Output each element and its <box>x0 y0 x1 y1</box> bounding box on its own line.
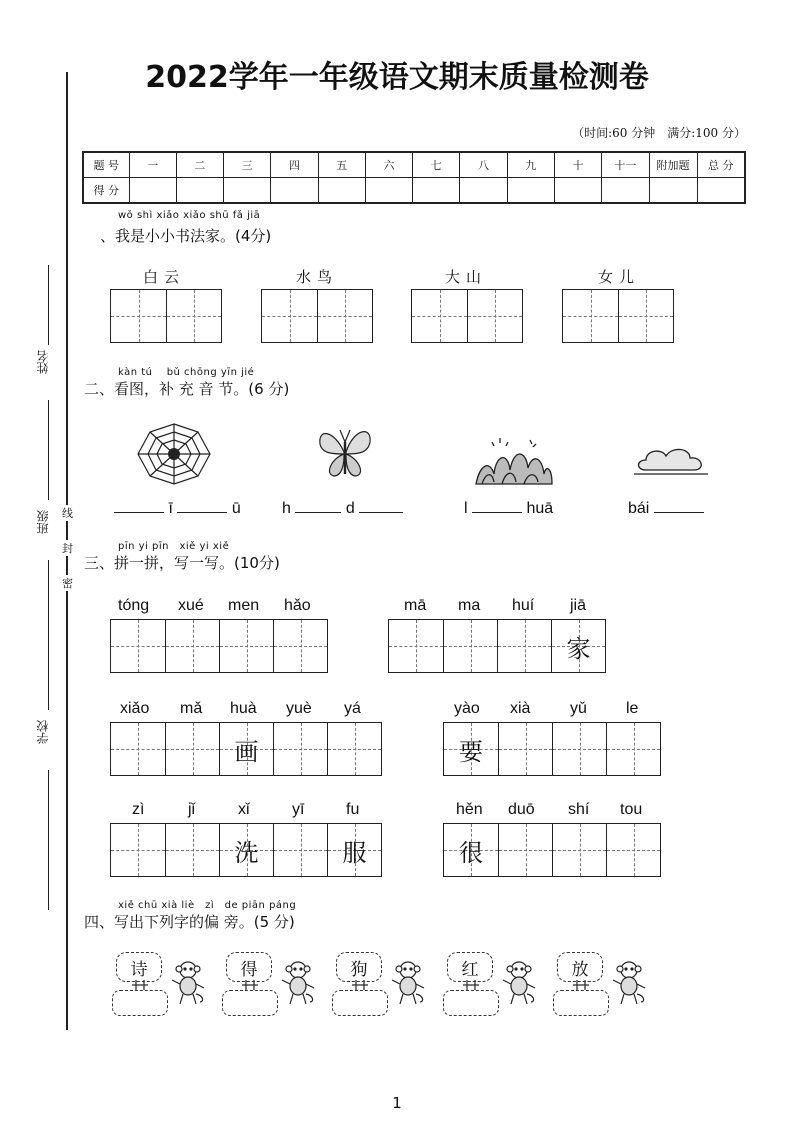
writing-cell[interactable] <box>219 723 273 775</box>
section2-title: 二、看图，补 充 音 节。(6 分) <box>84 380 290 398</box>
radical-char-box <box>226 952 272 982</box>
grid-char <box>220 620 273 672</box>
pinyin-blank[interactable] <box>654 511 704 513</box>
pinyin-blank[interactable] <box>177 511 227 513</box>
writing-cell[interactable] <box>273 824 327 876</box>
section1-word-2: 水鸟 <box>296 268 339 286</box>
pinyin-syllable: yuè <box>286 700 312 717</box>
writing-cell[interactable] <box>497 620 551 672</box>
pinyin-blank[interactable] <box>472 511 522 513</box>
school-underline-2 <box>48 770 49 910</box>
pinyin-given: bái <box>628 500 650 517</box>
pinyin-given: l <box>464 500 468 517</box>
section1-pinyin: wǒ shì xiǎo xiǎo shū fǎ jiā <box>118 210 261 221</box>
score-cell[interactable] <box>176 178 223 204</box>
radical-item <box>222 950 322 1020</box>
grid-char <box>166 824 219 876</box>
grid-char <box>444 620 497 672</box>
score-header-cell: 总 分 <box>697 152 745 178</box>
connector-icon <box>132 980 156 990</box>
score-cell[interactable] <box>697 178 745 204</box>
writing-cell[interactable] <box>412 290 467 342</box>
class-underline <box>48 400 49 500</box>
radical-char: 放 <box>571 959 589 980</box>
writing-cell[interactable] <box>443 620 497 672</box>
grid-char: 很 <box>459 838 483 867</box>
grid-char <box>111 824 165 876</box>
score-cell[interactable] <box>554 178 601 204</box>
section4-pinyin: xiě chū xià liè zì de piān páng <box>118 900 297 911</box>
grid-char <box>553 824 606 876</box>
score-header-cell: 题 号 <box>83 152 129 178</box>
pinyin-syllable: tóng <box>118 597 150 614</box>
name-label: 姓名 <box>36 350 50 374</box>
section3-title: 三、拼一拼，写一写。(10分) <box>84 554 280 572</box>
pinyin-syllable: zì <box>132 801 145 818</box>
grid-char <box>328 723 381 775</box>
waves-icon <box>472 434 554 488</box>
score-cell[interactable] <box>365 178 412 204</box>
radical-char: 红 <box>461 959 479 980</box>
grid-char: 要 <box>459 737 483 766</box>
grid-char <box>499 824 552 876</box>
score-header-cell: 附加题 <box>649 152 697 178</box>
section1-grid-4[interactable] <box>562 289 674 343</box>
radical-answer-box[interactable] <box>222 990 278 1016</box>
page-title: 2022学年一年级语文期末质量检测卷 <box>145 60 649 95</box>
pinyin-syllable: hǎo <box>284 597 311 614</box>
writing-cell[interactable] <box>273 723 327 775</box>
pinyin-given: d <box>345 500 355 517</box>
seal-line-label-3: 密 <box>62 577 73 590</box>
score-header-cell: 二 <box>176 152 223 178</box>
section1-grid-3[interactable] <box>411 289 523 343</box>
grid-char <box>607 723 660 775</box>
grid-char <box>389 620 443 672</box>
pinyin-blank[interactable] <box>295 511 341 513</box>
writing-cell[interactable] <box>111 824 165 876</box>
connector-icon <box>352 980 376 990</box>
school-underline <box>48 560 49 710</box>
score-cell[interactable] <box>271 178 318 204</box>
writing-cell[interactable] <box>111 620 165 672</box>
pinyin-given: huā <box>526 500 554 517</box>
pinyin-syllable: xué <box>178 597 204 614</box>
connector-icon <box>242 980 266 990</box>
section3-row5-grid[interactable] <box>110 823 382 877</box>
writing-cell[interactable] <box>467 290 522 342</box>
writing-cell[interactable] <box>317 290 372 342</box>
score-cell[interactable] <box>649 178 697 204</box>
writing-cell[interactable] <box>219 620 273 672</box>
score-header-cell: 六 <box>365 152 412 178</box>
pinyin-syllable: huí <box>512 597 535 614</box>
monkey-icon <box>280 960 316 1006</box>
section1-title: 、我是小小书法家。(4分) <box>100 227 272 245</box>
radical-char-box <box>557 952 603 982</box>
radical-char-box <box>336 952 382 982</box>
writing-cell[interactable] <box>327 723 381 775</box>
pinyin-syllable: le <box>626 700 639 717</box>
pinyin-syllable: men <box>228 597 260 614</box>
section3-row1-grid[interactable] <box>110 619 328 673</box>
pinyin-syllable: jǐ <box>188 801 196 818</box>
grid-char <box>166 620 219 672</box>
radical-answer-box[interactable] <box>332 990 388 1016</box>
seal-line-label-2: 封 <box>62 542 73 555</box>
time-info: （时间:60 分钟 满分:100 分） <box>572 126 746 140</box>
score-header-cell: 八 <box>460 152 507 178</box>
pinyin-syllable: shí <box>568 801 590 818</box>
writing-cell[interactable] <box>606 824 660 876</box>
pinyin-syllable: mǎ <box>180 700 203 717</box>
cloud-icon <box>632 442 710 478</box>
pinyin-given: h <box>282 500 291 517</box>
writing-cell[interactable] <box>262 290 317 342</box>
writing-cell[interactable] <box>444 723 498 775</box>
writing-cell[interactable] <box>111 290 166 342</box>
writing-cell[interactable] <box>166 290 221 342</box>
score-header-cell: 十 <box>554 152 601 178</box>
section2-answer-line-2 <box>282 500 403 518</box>
score-table <box>82 151 746 204</box>
radical-item <box>553 950 653 1020</box>
writing-cell[interactable] <box>551 620 605 672</box>
pinyin-syllable: yào <box>454 700 480 717</box>
radical-answer-box[interactable] <box>553 990 609 1016</box>
section2-answer-line-3 <box>464 500 553 518</box>
spider-web-icon <box>136 422 212 486</box>
grid-char <box>274 723 327 775</box>
writing-cell[interactable] <box>219 824 273 876</box>
writing-cell[interactable] <box>165 620 219 672</box>
grid-char <box>607 824 660 876</box>
name-underline <box>48 265 49 345</box>
score-cell[interactable] <box>129 178 176 204</box>
pinyin-syllable: hěn <box>456 801 483 818</box>
grid-char <box>499 723 552 775</box>
pinyin-syllable: jiā <box>570 597 587 614</box>
pinyin-syllable: duō <box>508 801 535 818</box>
pinyin-syllable: mā <box>404 597 427 614</box>
section1-grid-2[interactable] <box>261 289 373 343</box>
section2-answer-line-4 <box>628 500 704 518</box>
score-cell[interactable] <box>318 178 365 204</box>
seal-line-label-1: 线 <box>62 507 73 520</box>
grid-char <box>111 723 165 775</box>
writing-cell[interactable] <box>327 824 381 876</box>
writing-cell[interactable] <box>606 723 660 775</box>
radical-item <box>332 950 432 1020</box>
writing-cell[interactable] <box>618 290 673 342</box>
section1-word-4: 女儿 <box>598 268 641 286</box>
grid-char: 画 <box>234 737 259 766</box>
connector-icon <box>463 980 487 990</box>
section3-row6-grid[interactable] <box>443 823 661 877</box>
monkey-icon <box>501 960 537 1006</box>
butterfly-icon <box>314 424 376 482</box>
grid-char <box>166 723 219 775</box>
connector-icon <box>573 980 597 990</box>
grid-char <box>498 620 551 672</box>
writing-cell[interactable] <box>111 723 165 775</box>
score-header-cell: 七 <box>413 152 460 178</box>
section3-row4-grid[interactable] <box>443 722 661 776</box>
radical-char: 得 <box>240 959 258 980</box>
pinyin-syllable: xiǎo <box>120 700 150 717</box>
section3-pinyin: pīn yi pīn xiě yi xiě <box>118 541 230 552</box>
pinyin-given: ū <box>231 500 241 517</box>
school-label: 学校 <box>36 720 50 744</box>
pinyin-syllable: huà <box>230 700 257 717</box>
writing-cell[interactable] <box>165 723 219 775</box>
writing-cell[interactable] <box>389 620 443 672</box>
monkey-icon <box>170 960 206 1006</box>
grid-char: 服 <box>342 838 367 867</box>
score-header-cell: 四 <box>271 152 318 178</box>
score-header-cell: 五 <box>318 152 365 178</box>
pinyin-syllable: fu <box>346 801 360 818</box>
pinyin-blank[interactable] <box>359 511 403 513</box>
pinyin-syllable: yá <box>344 700 361 717</box>
pinyin-syllable: tou <box>620 801 643 818</box>
score-table-score-row <box>83 178 745 204</box>
radical-item <box>443 950 543 1020</box>
radical-char-box <box>447 952 493 982</box>
section1-word-3: 大山 <box>445 268 488 286</box>
score-table-header-row <box>83 152 745 178</box>
section3-row3-grid[interactable] <box>110 722 382 776</box>
radical-char-box <box>116 952 162 982</box>
radical-answer-box[interactable] <box>443 990 499 1016</box>
section4-title: 四、写出下列字的偏 旁。(5 分) <box>84 913 295 931</box>
section2-answer-line-1 <box>114 500 241 518</box>
section1-grid-1[interactable] <box>110 289 222 343</box>
grid-char <box>274 824 327 876</box>
writing-cell[interactable] <box>273 620 327 672</box>
score-cell[interactable] <box>460 178 507 204</box>
pinyin-syllable: yī <box>292 801 305 818</box>
radical-answer-box[interactable] <box>112 990 168 1016</box>
section3-row2-grid[interactable] <box>388 619 606 673</box>
score-cell[interactable] <box>507 178 554 204</box>
grid-char <box>274 620 327 672</box>
grid-char: 洗 <box>234 838 259 867</box>
score-header-cell: 九 <box>507 152 554 178</box>
pinyin-given: ī <box>168 500 173 517</box>
pinyin-syllable: xǐ <box>238 801 250 818</box>
class-label: 班级 <box>36 510 50 534</box>
pinyin-syllable: xià <box>510 700 531 717</box>
radical-char: 诗 <box>130 959 148 980</box>
score-row-label: 得 分 <box>83 178 129 204</box>
page-number: 1 <box>392 1094 402 1112</box>
grid-char <box>553 723 606 775</box>
section2-pinyin: kàn tú bǔ chōng yīn jié <box>118 367 255 378</box>
pinyin-blank[interactable] <box>114 511 164 513</box>
score-cell[interactable] <box>602 178 649 204</box>
writing-cell[interactable] <box>552 824 606 876</box>
pinyin-syllable: ma <box>458 597 481 614</box>
writing-cell[interactable] <box>552 723 606 775</box>
section1-word-1: 白云 <box>143 268 186 286</box>
score-header-cell: 一 <box>129 152 176 178</box>
writing-cell[interactable] <box>498 723 552 775</box>
grid-char: 家 <box>566 634 591 663</box>
grid-char <box>111 620 165 672</box>
writing-cell[interactable] <box>444 824 498 876</box>
pinyin-syllable: yǔ <box>570 700 587 717</box>
radical-item <box>112 950 212 1020</box>
writing-cell[interactable] <box>165 824 219 876</box>
writing-cell[interactable] <box>498 824 552 876</box>
score-header-cell: 十一 <box>602 152 649 178</box>
monkey-icon <box>390 960 426 1006</box>
score-cell[interactable] <box>413 178 460 204</box>
monkey-icon <box>611 960 647 1006</box>
score-header-cell: 三 <box>224 152 271 178</box>
radical-char: 狗 <box>350 959 368 980</box>
score-cell[interactable] <box>224 178 271 204</box>
writing-cell[interactable] <box>563 290 618 342</box>
